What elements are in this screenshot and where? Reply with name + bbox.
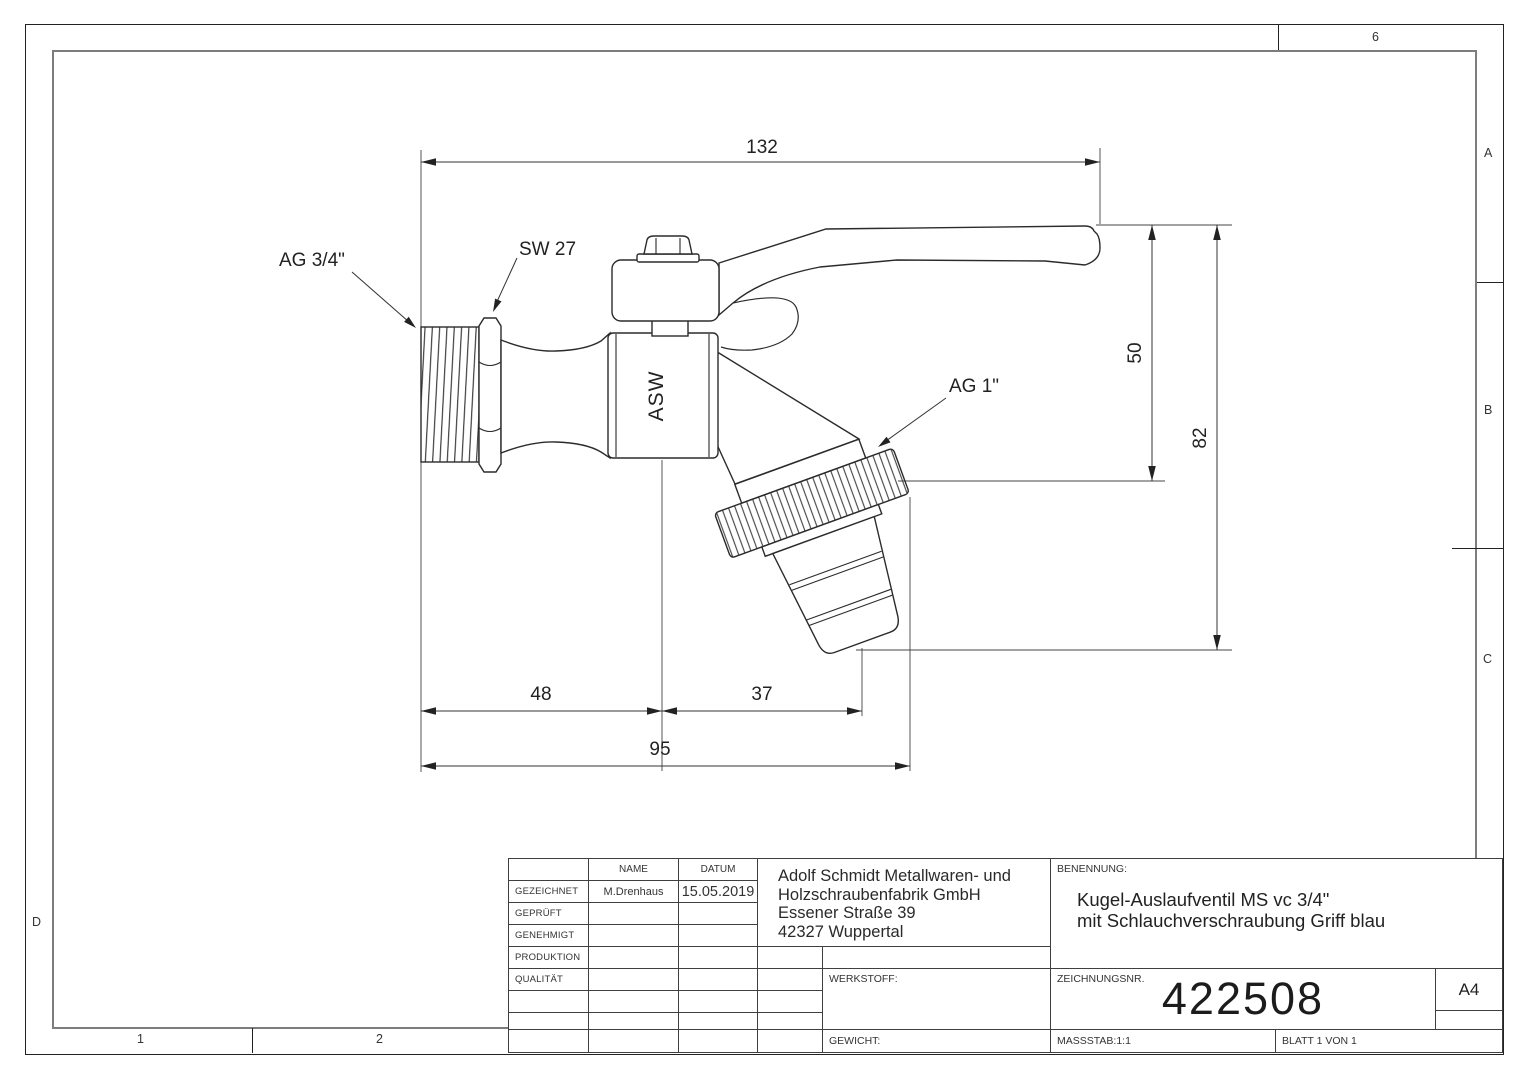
werkstoff-cell: WERKSTOFF:	[823, 969, 1051, 1030]
stem-washer	[637, 254, 699, 262]
stem-nut	[644, 236, 692, 254]
row-geprueft-label: GEPRÜFT	[509, 903, 589, 925]
dim-body-width: 95	[649, 739, 671, 760]
row-gezeichnet-label: GEZEICHNET	[509, 881, 589, 903]
gewicht-cell: GEWICHT:	[823, 1030, 1051, 1053]
row-qualitaet-label: QUALITÄT	[509, 969, 589, 991]
handle-bracket	[612, 260, 719, 321]
zeichnungsnr-cell	[1051, 969, 1436, 1030]
sheet-cell: BLATT 1 VON 1	[1276, 1030, 1503, 1053]
valve-neck	[501, 333, 610, 458]
inlet-thread	[421, 327, 479, 462]
dim-outlet-offset: 37	[751, 684, 773, 705]
company-address	[758, 859, 1051, 947]
zone-column-1: 1	[137, 1032, 144, 1046]
benennung-label: BENENNUNG:	[1057, 863, 1128, 875]
zeichnungsnr-label: ZEICHNUNGSNR.	[1057, 973, 1145, 985]
gezeichnet-date: 15.05.2019	[679, 881, 758, 903]
zone-row-b: B	[1484, 403, 1493, 417]
part-title-line2: mit Schlauchverschraubung Griff blau	[1077, 910, 1386, 932]
dim-handle-height: 50	[1125, 342, 1146, 364]
zone-column-2: 2	[376, 1032, 383, 1046]
name-header: NAME	[589, 859, 679, 881]
company-line-4: 42327 Wuppertal	[778, 922, 904, 941]
dim-overall-width: 132	[746, 137, 778, 158]
row-genehmigt-label: GENEHMIGT	[509, 925, 589, 947]
hex-nut	[479, 318, 501, 472]
body-marking-asw: ASW	[645, 370, 668, 422]
company-line-2: Holzschraubenfabrik GmbH	[778, 885, 981, 904]
label-wrench-size: SW 27	[519, 239, 577, 260]
zone-row-a: A	[1484, 146, 1493, 160]
zone-row-d: D	[32, 915, 42, 929]
zone-column-6: 6	[1372, 30, 1379, 44]
scale-cell: MASSSTAB:1:1	[1051, 1030, 1276, 1053]
handle-lever	[719, 226, 1100, 315]
drawing-number: 422508	[1161, 973, 1325, 1024]
part-title-line1: Kugel-Auslaufventil MS vc 3/4"	[1077, 889, 1330, 910]
title-block	[508, 858, 1503, 1053]
paper-format: A4	[1436, 969, 1503, 1011]
valve-geometry	[421, 226, 1100, 675]
dim-inlet-offset: 48	[530, 684, 552, 705]
label-outlet-thread: AG 1"	[949, 376, 1000, 397]
dim-total-height: 82	[1190, 427, 1211, 449]
datum-header: DATUM	[679, 859, 758, 881]
benennung-cell	[1051, 859, 1503, 969]
company-line-3: Essener Straße 39	[778, 904, 916, 923]
gezeichnet-name: M.Drenhaus	[589, 881, 679, 903]
company-line-1: Adolf Schmidt Metallwaren- und	[778, 867, 1011, 885]
zone-row-c: C	[1483, 652, 1493, 666]
label-inlet-thread: AG 3/4"	[279, 250, 345, 271]
row-produktion-label: PRODUKTION	[509, 947, 589, 969]
handle-fork	[721, 298, 798, 350]
